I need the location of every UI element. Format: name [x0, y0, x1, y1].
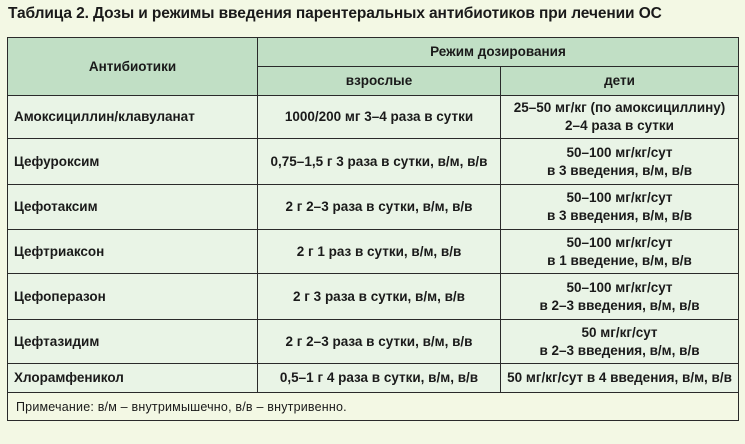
adult-dose: 2 г 2–3 раза в сутки, в/м, в/в	[258, 320, 501, 364]
child-dose-line2: в 3 введения, в/м, в/в	[546, 208, 693, 223]
table-row	[8, 230, 739, 274]
drug-name: Цефоперазон	[8, 274, 258, 320]
child-dose-line2: в 3 введения, в/м, в/в	[546, 162, 693, 178]
child-dose: 50 мг/кг/сут в 4 введения, в/м, в/в	[501, 364, 739, 393]
drug-name: Цефуроксим	[8, 139, 258, 185]
adult-dose: 2 г 3 раза в сутки, в/м, в/в	[258, 274, 501, 320]
adult-dose: 0,75–1,5 г 3 раза в сутки, в/м, в/в	[258, 139, 501, 185]
adult-dose: 2 г 1 раз в сутки, в/м, в/в	[258, 230, 501, 274]
child-dose-line1: 50–100 мг/кг/сут	[566, 279, 673, 295]
header-children: дети	[501, 67, 739, 96]
child-dose-line1: 50–100 мг/кг/сут	[566, 144, 673, 160]
drug-name: Цефтазидим	[8, 320, 258, 364]
table-note: Примечание: в/м – внутримышечно, в/в – внутривенно.	[8, 393, 739, 421]
header-adults: взрослые	[258, 67, 501, 96]
table-row	[8, 274, 739, 320]
adult-dose: 2 г 2–3 раза в сутки, в/м, в/в	[258, 185, 501, 230]
table-row	[8, 185, 739, 230]
child-dose-line1: 25–50 мг/кг (по амоксициллину)	[513, 100, 726, 115]
child-dose	[501, 230, 739, 274]
child-dose-line2: 2–4 раза в сутки	[565, 118, 674, 133]
table-title: Таблица 2. Дозы и режимы введения парентеральных антибиотиков при лечении ОС	[8, 5, 662, 22]
drug-name: Цефотаксим	[8, 185, 258, 230]
child-dose-line1: 50 мг/кг/сут	[581, 324, 658, 340]
header-antibiotics: Антибиотики	[8, 38, 258, 96]
child-dose	[501, 185, 739, 230]
child-dose-line2: в 2–3 введения, в/м, в/в	[539, 342, 700, 358]
child-dose-line1: 50–100 мг/кг/сут	[566, 234, 673, 250]
antibiotics-table	[7, 37, 739, 421]
child-dose	[501, 139, 739, 185]
adult-dose: 1000/200 мг 3–4 раза в сутки	[258, 96, 501, 139]
child-dose-line2: в 2–3 введения, в/м, в/в	[539, 297, 700, 313]
table-note-row	[8, 393, 739, 421]
drug-name: Хлорамфеникол	[8, 364, 258, 393]
table-row	[8, 139, 739, 185]
child-dose	[501, 96, 739, 139]
child-dose	[501, 320, 739, 364]
drug-name: Цефтриаксон	[8, 230, 258, 274]
table-row	[8, 320, 739, 364]
drug-name: Амоксициллин/клавуланат	[8, 96, 258, 139]
table-row	[8, 96, 739, 139]
adult-dose: 0,5–1 г 4 раза в сутки, в/м, в/в	[258, 364, 501, 393]
child-dose-line2: в 1 введение, в/м, в/в	[547, 252, 692, 268]
child-dose-line1: 50–100 мг/кг/сут	[566, 190, 673, 205]
child-dose	[501, 274, 739, 320]
header-dosing-mode: Режим дозирования	[258, 38, 739, 67]
table-row	[8, 364, 739, 393]
